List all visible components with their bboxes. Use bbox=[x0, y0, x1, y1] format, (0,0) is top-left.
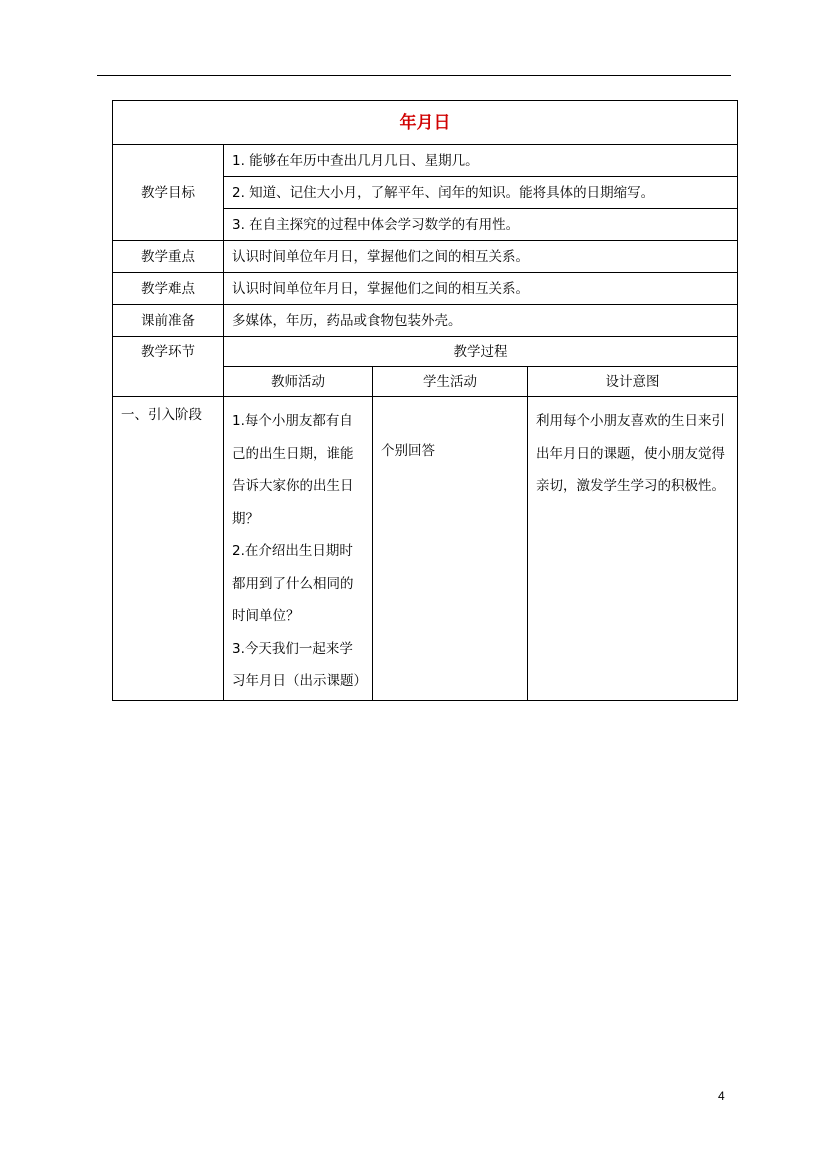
goals-label: 教学目标 bbox=[113, 145, 224, 241]
lesson-plan-table bbox=[112, 100, 738, 701]
stage1-intent: 利用每个小朋友喜欢的生日来引出年月日的课题，使小朋友觉得亲切，激发学生学习的积极性。 bbox=[528, 397, 738, 701]
stage1-teacher bbox=[224, 397, 373, 701]
header-rule bbox=[97, 75, 731, 76]
page-number: 4 bbox=[718, 1089, 725, 1103]
preparation-label: 课前准备 bbox=[113, 305, 224, 337]
teacher-step: 3.今天我们一起来学习年月日（出示课题） bbox=[232, 640, 367, 689]
process-header: 教学过程 bbox=[224, 337, 738, 367]
focus-label: 教学重点 bbox=[113, 241, 224, 273]
stage1-student: 个别回答 bbox=[373, 397, 528, 701]
stage1-label: 一、引入阶段 bbox=[113, 397, 224, 701]
teacher-step: 2.在介绍出生日期时都用到了什么相同的时间单位？ bbox=[232, 543, 354, 624]
col-student-header: 学生活动 bbox=[373, 367, 528, 397]
col-teacher-header: 教师活动 bbox=[224, 367, 373, 397]
lesson-title: 年月日 bbox=[113, 101, 738, 145]
goal-item: 3. 在自主探究的过程中体会学习数学的有用性。 bbox=[224, 209, 738, 241]
preparation-text: 多媒体，年历，药品或食物包装外壳。 bbox=[224, 305, 738, 337]
difficulty-text: 认识时间单位年月日，掌握他们之间的相互关系。 bbox=[224, 273, 738, 305]
goal-item: 1. 能够在年历中查出几月几日、星期几。 bbox=[224, 145, 738, 177]
stage-header: 教学环节 bbox=[113, 337, 224, 397]
difficulty-label: 教学难点 bbox=[113, 273, 224, 305]
focus-text: 认识时间单位年月日，掌握他们之间的相互关系。 bbox=[224, 241, 738, 273]
teacher-step: 1.每个小朋友都有自己的出生日期，谁能告诉大家你的出生日期？ bbox=[232, 413, 354, 527]
stage1-row bbox=[113, 397, 738, 701]
goal-item: 2. 知道、记住大小月，了解平年、闰年的知识。能将具体的日期缩写。 bbox=[224, 177, 738, 209]
col-intent-header: 设计意图 bbox=[528, 367, 738, 397]
